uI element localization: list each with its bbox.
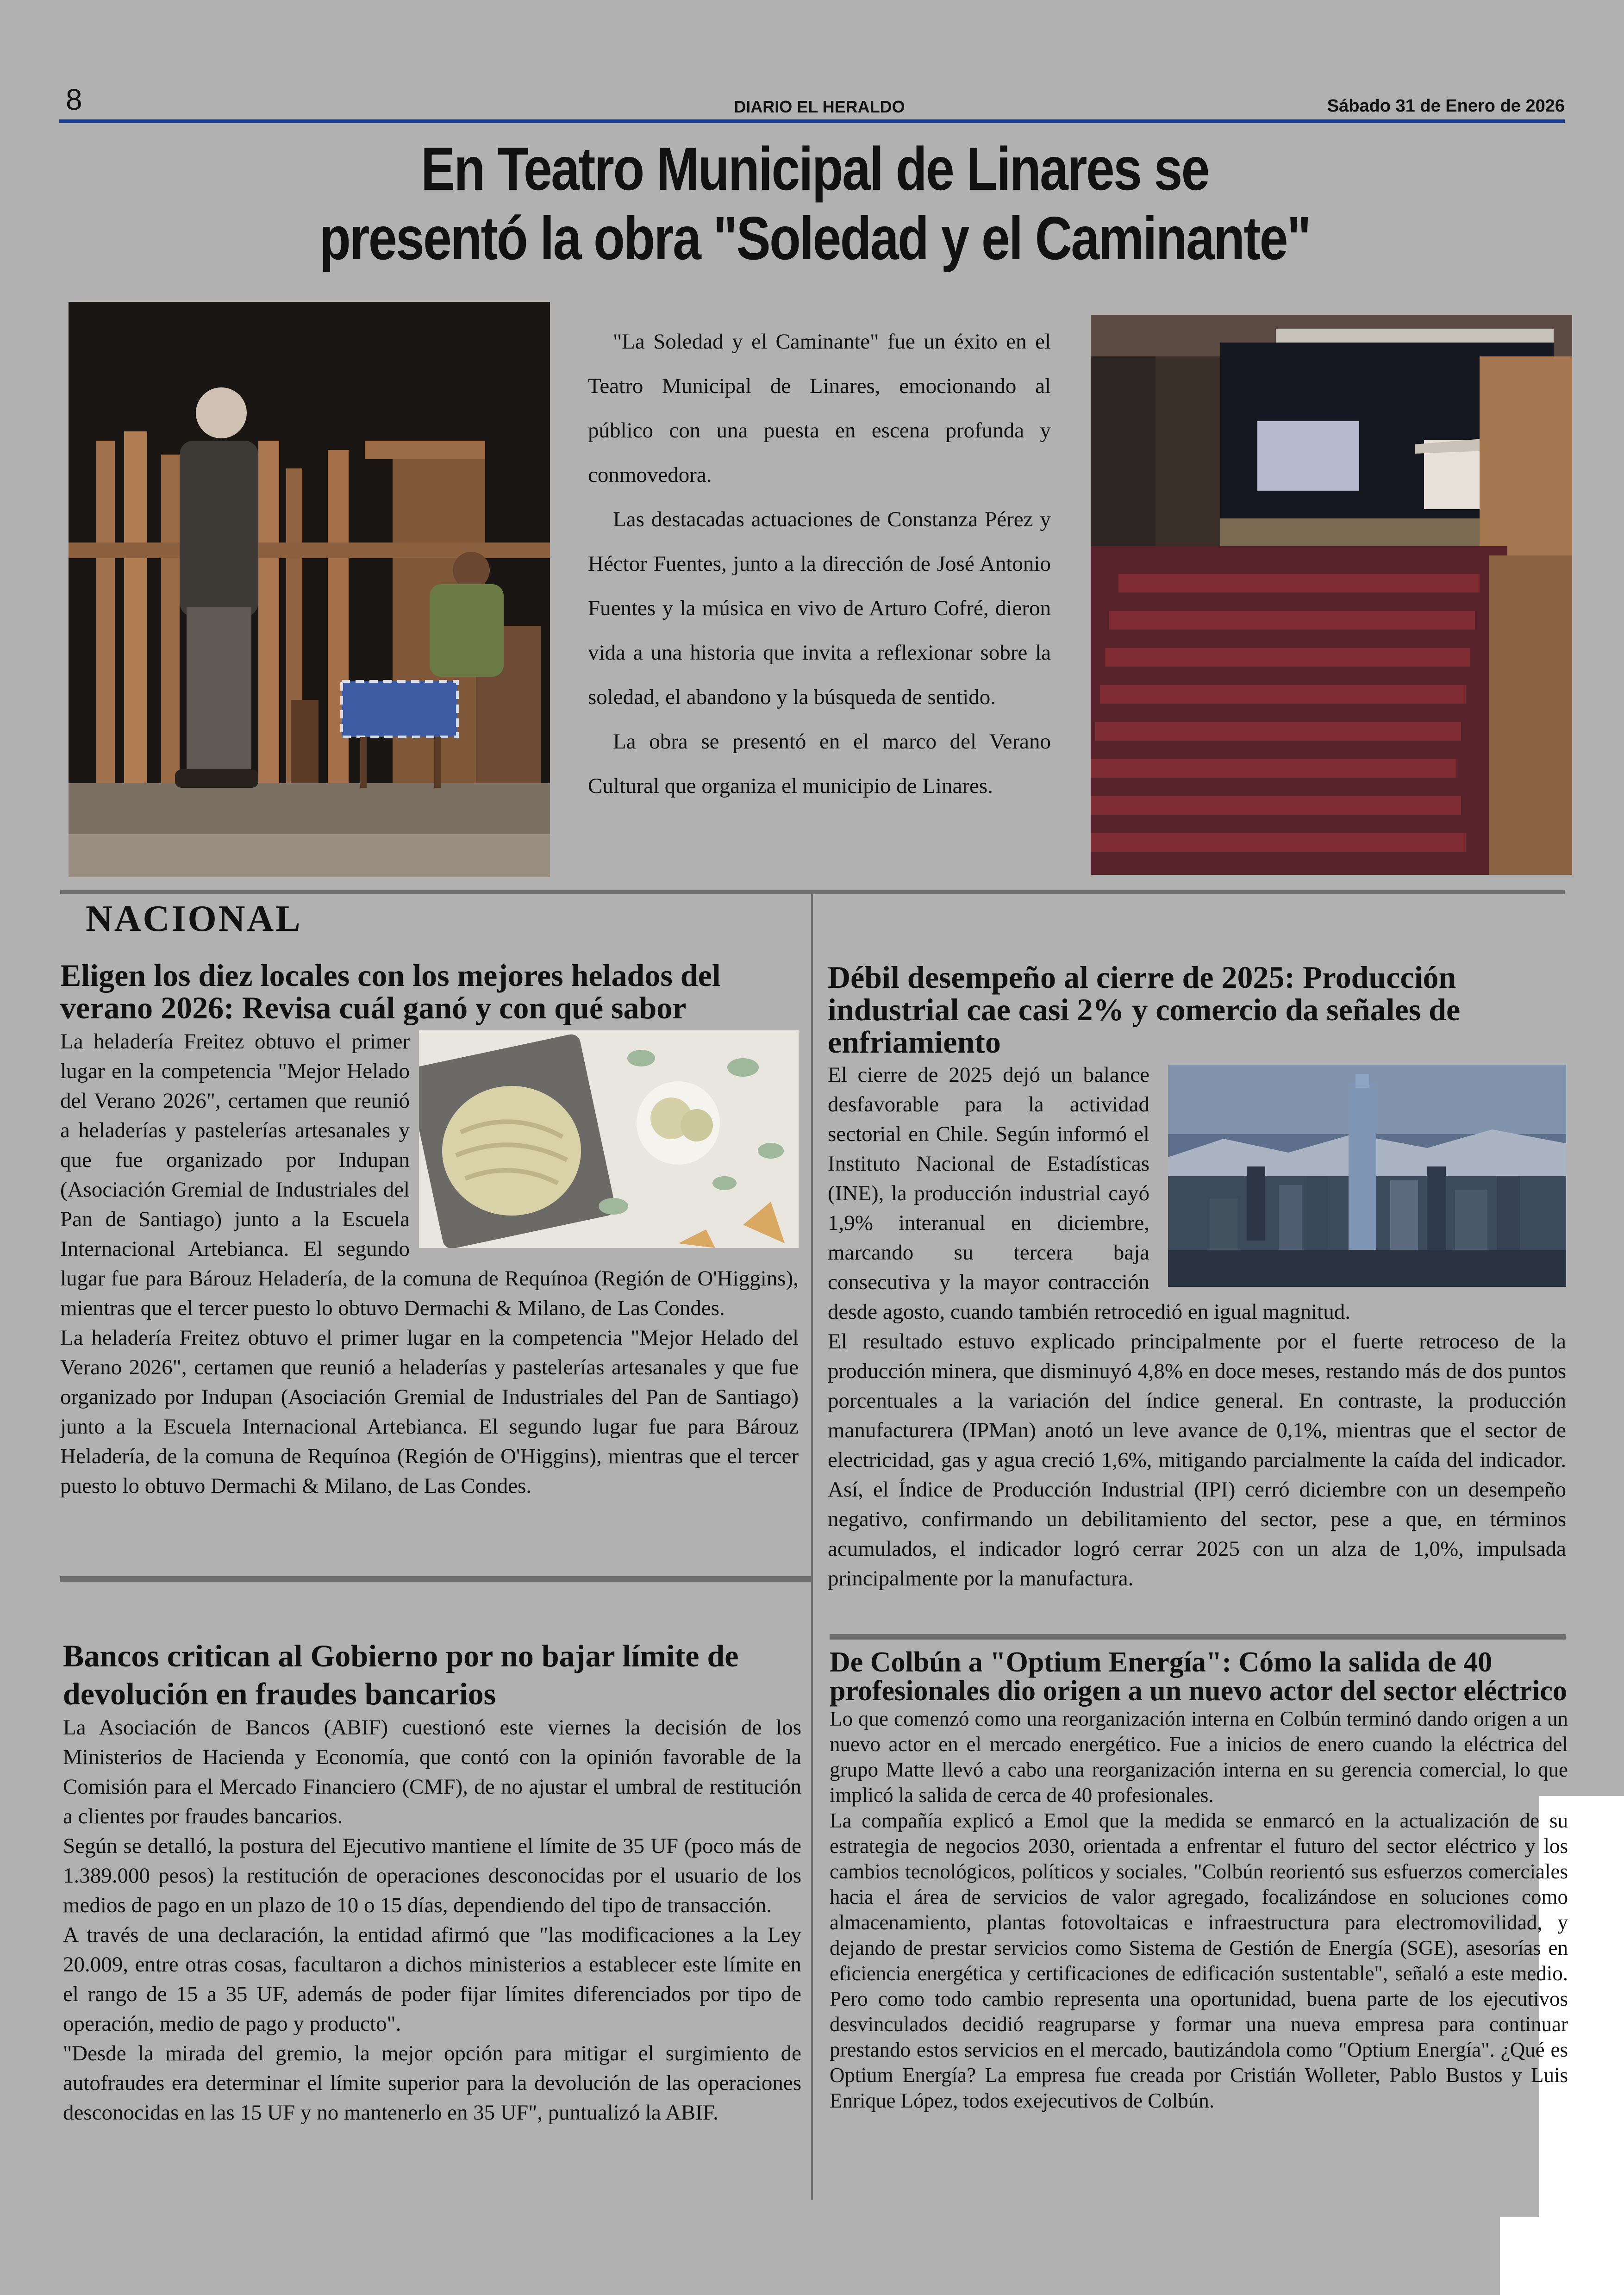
article-bancos <box>63 1637 801 2127</box>
stage-actors-photo <box>69 302 550 877</box>
article-paragraph: La compañía explicó a Emol que la medida se enmarcó en la actualización de su estrategia de negocios 2030, orientada a enfrentar el futuro del sector eléctrico y los cambios tecnológicos, políticos y sociales. "Colbún reorientó sus esfuerzos comerciales hacia el área de servicios de valor agregado, focalizándose en soluciones como almacenamiento, plantas fotovoltaicas e infraestructura para electromovilidad, y dejando de prestar servicios como Sistema de Gestión de Energía (SGE), asesorías en eficiencia energética y certificaciones de edificación sustentable", señaló a este medio. Pero como todo cambio representa una oportunidad, buena parte de los ejecutivos desvinculados decidió reagruparse y formar una nueva empresa para continuar prestando estos servicios en el mercado, bautizándola como "Optium Energía". ¿Qué es Optium Energía? La empresa fue creada por Cristián Wolleter, Pablo Bustos y Luis Enrique López, todos exejecutivos de Colbún. <box>830 1809 1568 2112</box>
article-body <box>828 1060 1566 1593</box>
article-title: Débil desempeño al cierre de 2025: Producción industrial cae casi 2% y comercio da señales de enfriamiento <box>828 960 1461 1060</box>
section-label: NACIONAL <box>86 898 302 939</box>
article-title: Eligen los diez locales con los mejores helados del verano 2026: Revisa cuál ganó y con qué sabor <box>60 958 721 1025</box>
article-colbun <box>830 1648 1568 2114</box>
santiago-skyline-photo <box>1168 1065 1566 1287</box>
left-mid-rule <box>60 1576 811 1582</box>
article-paragraph: La Asociación de Bancos (ABIF) cuestionó este viernes la decisión de los Ministerios de Hacienda y Economía, que contó con la opinión favorable de la Comisión para el Mercado Financiero (CMF), de no ajustar el umbral de restitución a clientes por fraudes bancarios. <box>63 1715 801 1828</box>
blank-margin-bottom <box>1500 2217 1624 2295</box>
article-industria <box>828 961 1566 1593</box>
headline-line-1: En Teatro Municipal de Linares se <box>421 135 1209 203</box>
article-paragraph: El resultado estuvo explicado principalmente por el fuerte retroceso de la producción minera, que disminuyó 4,8% en doce meses, restando más de dos puntos porcentuales a la variación del índice general. En contraste, la producción manufacturera (IPMan) anotó un leve avance de 0,1%, mientras que el sector de electricidad, gas y agua creció 1,6%, mitigando parcialmente la caída del indicador. Así, el Índice de Producción Industrial (IPI) cerró diciembre con un desempeño negativo, confirmando un debilitamiento del sector, pese a que, en términos acumulados, el indicador logró cerrar 2025 con un alza de 1,0%, impulsada principalmente por la manufactura. <box>828 1329 1566 1590</box>
article-paragraph: A través de una declaración, la entidad afirmó que "las modificaciones a la Ley 20.009, entre otras cosas, facultaron a dichos ministerios a establecer este límite en el rango de 15 a 35 UF, además de poder fijar límites diferenciados por tipo de operación, medio de pago y producto". <box>63 1923 801 2036</box>
main-headline <box>239 134 1390 273</box>
column-divider <box>811 894 813 2200</box>
headline-line-2: presentó la obra "Soledad y el Caminante" <box>319 204 1310 272</box>
article-paragraph: "Desde la mirada del gremio, la mejor opción para mitigar el surgimiento de autofraudes era determinar el límite superior para la devolución de las operaciones desconocidas en las 15 UF y no mantenerlo en 35 UF", puntualizó la ABIF. <box>63 2041 801 2125</box>
article-body <box>63 1713 801 2127</box>
newspaper-name: DIARIO EL HERALDO <box>734 97 905 116</box>
article-body <box>60 1027 799 1501</box>
article-paragraph: Según se detalló, la postura del Ejecutivo mantiene el límite de 35 UF (poco más de 1.389.000 pesos) la restitución de operaciones desconocidas por el usuario de los medios de pago en un plazo de 10 o 15 días, dependiendo del tipo de transacción. <box>63 1834 801 1917</box>
issue-date: Sábado 31 de Enero de 2026 <box>1327 96 1565 116</box>
ice-cream-photo <box>419 1030 799 1248</box>
lead-paragraph: "La Soledad y el Caminante" fue un éxito en el Teatro Municipal de Linares, emocionando al público con una puesta en escena profunda y conmovedora. <box>588 330 1051 487</box>
right-mid-rule <box>830 1634 1566 1640</box>
article-title: De Colbún a "Optium Energía": Cómo la salida de 40 profesionales dio origen a un nuevo actor del sector eléctrico <box>830 1646 1567 1707</box>
article-paragraph: La heladería Freitez obtuvo el primer lugar en la competencia "Mejor Helado del Verano 2026", certamen que reunió a heladerías y pastelerías artesanales y que fue organizado por Indupan (Asociación Gremial de Industriales del Pan de Santiago) junto a la Escuela Internacional Artebianca. El segundo lugar fue para Bárouz Heladería, de la comuna de Requínoa (Región de O'Higgins), mientras que el tercer puesto lo obtuvo Dermachi & Milano, de Las Condes. <box>60 1029 799 1320</box>
section-top-rule <box>60 890 1565 894</box>
lead-paragraph: Las destacadas actuaciones de Constanza Pérez y Héctor Fuentes, junto a la dirección de José Antonio Fuentes y la música en vivo de Arturo Cofré, dieron vida a una historia que invita a reflexionar sobre la soledad, el abandono y la búsqueda de sentido. <box>588 507 1051 709</box>
page-number: 8 <box>66 83 82 116</box>
article-helados <box>60 959 799 1501</box>
lead-paragraph: La obra se presentó en el marco del Verano Cultural que organiza el municipio de Linares. <box>588 730 1051 798</box>
article-paragraph: Lo que comenzó como una reorganización interna en Colbún terminó dando origen a un nuevo actor en el mercado energético. Fue a inicios de enero cuando la eléctrica del grupo Matte llevó a cabo una reorganización interna en su gerencia comercial, lo que implicó la salida de cerca de 40 profesionales. <box>830 1707 1568 1807</box>
article-paragraph: El cierre de 2025 dejó un balance desfavorable para la actividad sectorial en Chile. Según informó el Instituto Nacional de Estadísticas (INE), la producción industrial cayó 1,9% interanual en diciembre, marcando su tercera baja consecutiva y la mayor contracción desde agosto, cuando también retrocedió en igual magnitud. <box>828 1063 1350 1324</box>
article-title: Bancos critican al Gobierno por no bajar límite de devolución en fraudes bancarios <box>63 1638 739 1711</box>
article-body <box>830 1706 1568 2114</box>
theater-audience-photo <box>1091 315 1572 875</box>
article-paragraph: La heladería Freitez obtuvo el primer lugar en la competencia "Mejor Helado del Verano 2026", certamen que reunió a heladerías y pastelerías artesanales y que fue organizado por Indupan (Asociación Gremial de Industriales del Pan de Santiago) junto a la Escuela Internacional Artebianca. El segundo lugar fue para Bárouz Heladería, de la comuna de Requínoa (Región de O'Higgins), mientras que el tercer puesto lo obtuvo Dermachi & Milano, de Las Condes. <box>60 1326 799 1498</box>
lead-article-text <box>588 319 1051 808</box>
header-rule <box>59 119 1565 123</box>
